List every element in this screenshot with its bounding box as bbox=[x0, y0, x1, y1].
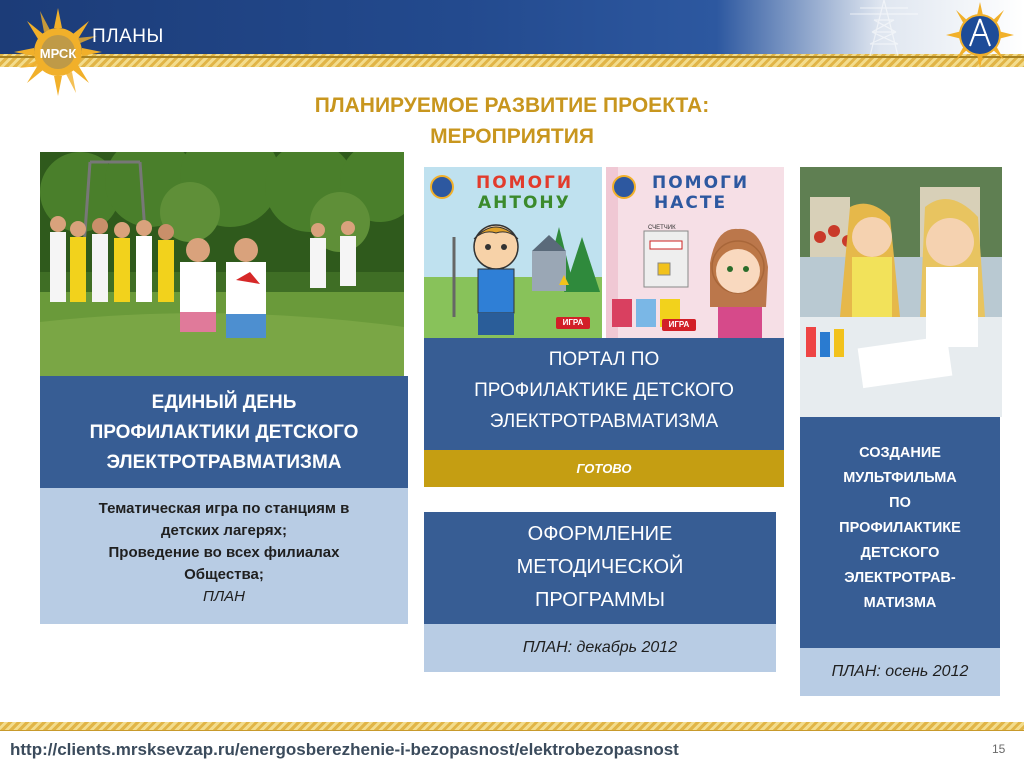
card-single-day-description bbox=[40, 488, 408, 624]
card-methodology-plan: ПЛАН: декабрь 2012 bbox=[424, 624, 776, 672]
card-methodology-heading-line: ПРОГРАММЫ bbox=[534, 589, 666, 611]
camp-race-photo bbox=[40, 152, 404, 388]
card-cartoon-heading-line: ПРОФИЛАКТИКЕ bbox=[839, 520, 961, 536]
card-portal-status-badge: ГОТОВО bbox=[424, 450, 784, 487]
card-single-day-desc-line: Общества; bbox=[184, 566, 264, 583]
slide-title bbox=[240, 90, 784, 152]
game-right-title-1: ПОМОГИ bbox=[652, 173, 750, 193]
card-single-day-heading-line: ПРОФИЛАКТИКИ ДЕТСКОГО bbox=[89, 422, 359, 443]
section-title: ПЛАНЫ bbox=[92, 26, 164, 47]
card-single-day-heading bbox=[40, 376, 408, 488]
card-single-day-desc-line: Проведение во всех филиалах bbox=[108, 544, 340, 561]
card-cartoon-heading-line: МАТИЗМА bbox=[863, 595, 937, 611]
portal-games-screenshot bbox=[424, 167, 784, 338]
card-cartoon-plan: ПЛАН: осень 2012 bbox=[800, 648, 1000, 696]
card-single-day-plan: ПЛАН bbox=[203, 588, 245, 605]
card-methodology-heading-line: ОФОРМЛЕНИЕ bbox=[527, 523, 673, 545]
game-right-play-button[interactable]: ИГРА bbox=[662, 319, 696, 331]
card-portal-heading-line: ЭЛЕКТРОТРАВМАТИЗМА bbox=[489, 411, 719, 432]
page-number: 15 bbox=[992, 742, 1006, 756]
children-drawing-photo bbox=[800, 167, 1002, 417]
card-single-day-heading-line: ЕДИНЫЙ ДЕНЬ bbox=[151, 392, 297, 413]
card-cartoon-heading-line: ЭЛЕКТРОТРАВ- bbox=[844, 570, 956, 586]
header-divider bbox=[0, 56, 1024, 58]
card-single-day-desc-line: Тематическая игра по станциям в bbox=[98, 500, 350, 517]
card-cartoon-heading-line: ПО bbox=[889, 495, 911, 511]
game-left-play-button[interactable]: ИГРА bbox=[556, 317, 590, 329]
power-tower-icon bbox=[830, 0, 938, 56]
footer-divider bbox=[0, 730, 1024, 731]
card-cartoon-heading-line: ДЕТСКОГО bbox=[860, 545, 940, 561]
footer-url-link[interactable]: http://clients.mrsksevzap.ru/energosberezhenie-i-bezopasnost/elektrobezopasnost bbox=[10, 740, 679, 759]
game-right-title-2: НАСТЕ bbox=[654, 193, 728, 213]
card-portal-heading-line: ПОРТАЛ ПО bbox=[548, 349, 660, 370]
card-methodology-heading-line: МЕТОДИЧЕСКОЙ bbox=[516, 556, 684, 578]
footer-stripe bbox=[0, 722, 1024, 730]
card-portal-heading bbox=[424, 338, 784, 450]
card-cartoon-heading-line: МУЛЬТФИЛЬМА bbox=[843, 470, 957, 486]
card-portal-heading-line: ПРОФИЛАКТИКЕ ДЕТСКОГО bbox=[474, 380, 734, 401]
mrsk-logo-icon bbox=[10, 2, 106, 98]
card-single-day-desc-line: детских лагерях; bbox=[161, 522, 287, 539]
logo-left-text: МРСК bbox=[39, 46, 77, 61]
card-single-day-heading-line: ЭЛЕКТРОТРАВМАТИЗМА bbox=[106, 452, 342, 473]
card-methodology-heading bbox=[424, 512, 776, 624]
slide-title-line-2: МЕРОПРИЯТИЯ bbox=[430, 125, 594, 148]
slide-title-line-1: ПЛАНИРУЕМОЕ РАЗВИТИЕ ПРОЕКТА: bbox=[314, 94, 710, 117]
game-help-anton bbox=[424, 167, 602, 338]
game-help-nastya bbox=[606, 167, 784, 338]
game-left-title-2: АНТОНУ bbox=[478, 193, 571, 213]
game-left-title-1: ПОМОГИ bbox=[476, 173, 574, 193]
card-cartoon-heading-line: СОЗДАНИЕ bbox=[859, 445, 941, 461]
meter-label: СЧЕТЧИК bbox=[648, 225, 676, 231]
card-cartoon-heading bbox=[800, 417, 1000, 648]
mrsk-sevzap-logo-icon bbox=[938, 2, 1022, 68]
